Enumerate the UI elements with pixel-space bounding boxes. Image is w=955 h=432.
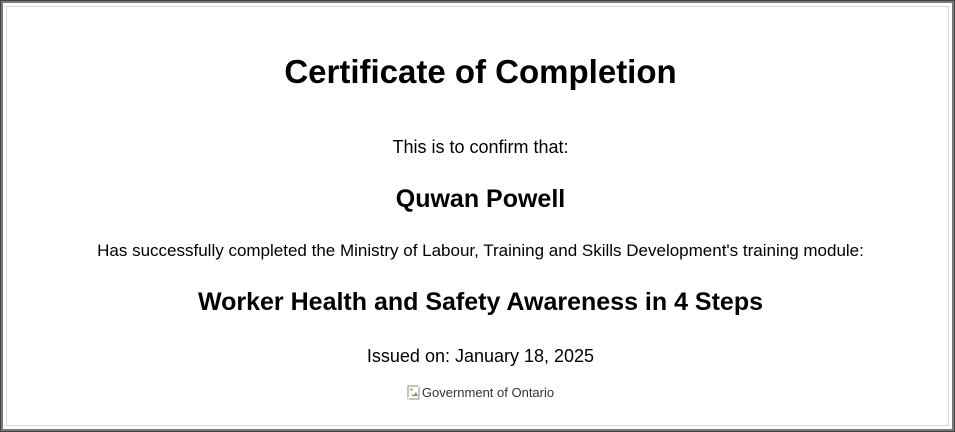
certificate-title: Certificate of Completion — [284, 53, 677, 90]
issued-date: Issued on: January 18, 2025 — [366, 346, 595, 366]
confirm-text: This is to confirm that: — [392, 137, 569, 157]
module-title: Worker Health and Safety Awareness in 4 Steps — [197, 288, 764, 316]
completion-statement: Has successfully completed the Ministry of Labour, Training and Skills Development's training module: — [97, 241, 864, 260]
government-logo — [407, 383, 554, 403]
logo-row — [3, 383, 955, 403]
broken-image-icon — [407, 385, 421, 401]
logo-alt-text: Government of Ontario — [421, 385, 555, 400]
recipient-name: Quwan Powell — [395, 185, 566, 213]
